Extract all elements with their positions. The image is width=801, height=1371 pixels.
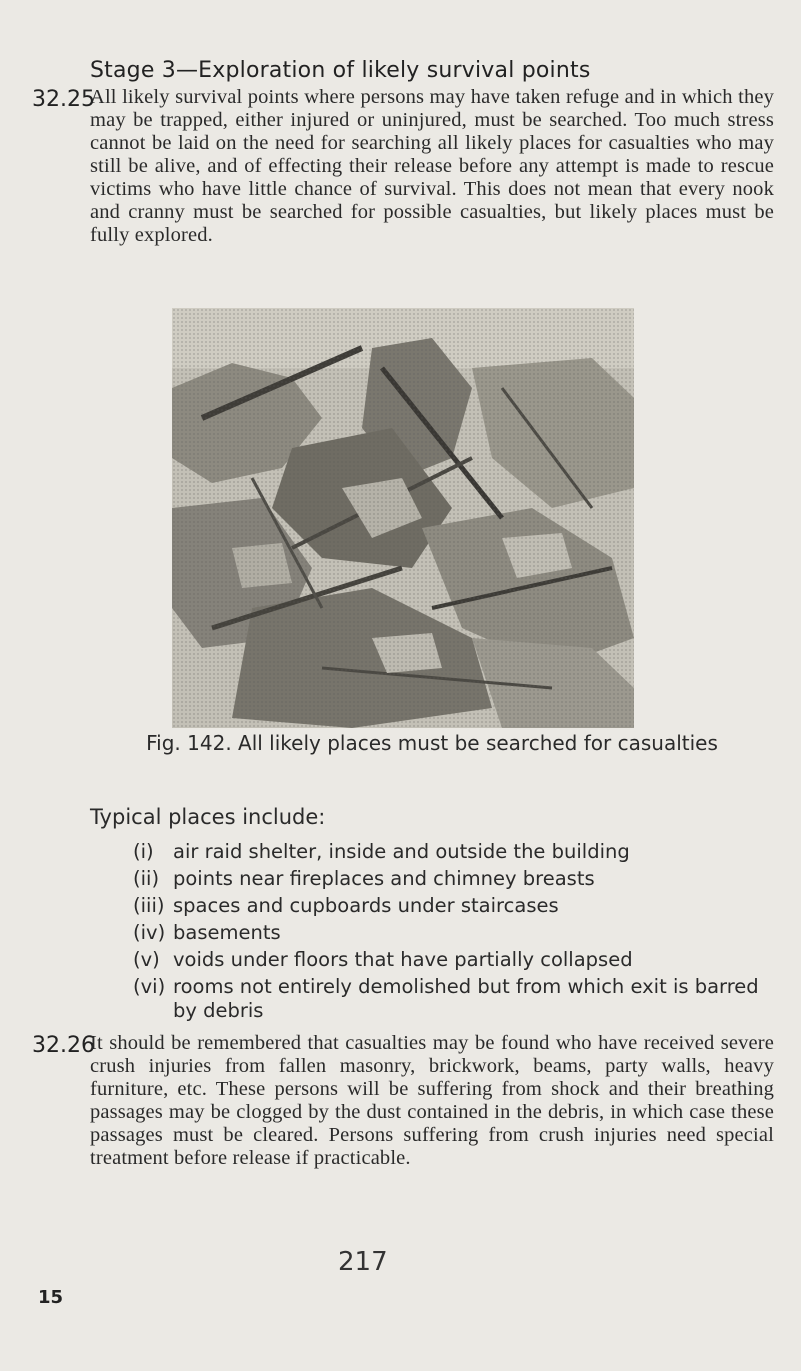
list-item: [133, 867, 773, 891]
figure-caption: Fig. 142. All likely places must be searched for casualties: [146, 731, 718, 755]
list-item-marker: (i): [133, 840, 154, 863]
list-item-text: rooms not entirely demolished but from which exit is barred by debris: [173, 975, 759, 1022]
section-heading: Stage 3—Exploration of likely survival points: [90, 58, 591, 83]
places-list: [133, 840, 773, 1026]
rubble-photograph: [172, 308, 634, 728]
list-item-text: air raid shelter, inside and outside the building: [173, 840, 630, 863]
signature-mark: 15: [38, 1287, 64, 1308]
list-item: [133, 948, 773, 972]
paragraph-number-32-25: 32.25: [32, 87, 95, 112]
list-item-text: basements: [173, 921, 281, 944]
list-item-marker: (iv): [133, 921, 166, 944]
list-item-marker: (vi): [133, 975, 166, 998]
list-item: [133, 840, 773, 864]
paragraph-32-25: All likely survival points where persons may have taken refuge and in which they may be trapped, either injured or uninjured, must be searched. Too much stress cannot be laid on the need for searching all likely places for casualties who may still be alive, and of effecting their release before any attempt is made to rescue victims who have little chance of survival. This does not mean that every nook and cranny must be searched for possible casualties, but likely places must be fully explored.: [90, 86, 774, 246]
list-item-text: voids under floors that have partially collapsed: [173, 948, 633, 971]
paragraph-number-32-26: 32.26: [32, 1033, 95, 1058]
list-intro: Typical places include:: [90, 805, 326, 829]
list-item: [133, 921, 773, 945]
list-item-marker: (v): [133, 948, 160, 971]
list-item-text: points near fireplaces and chimney breasts: [173, 867, 595, 890]
paragraph-32-26: It should be remembered that casualties may be found who have received severe crush injuries from fallen masonry, brickwork, beams, party walls, heavy furniture, etc. These persons will be suffering from shock and their breathing passages may be clogged by the dust contained in the debris, in which case these passages must be cleared. Persons suffering from crush injuries need special treatment before release if practicable.: [90, 1032, 774, 1169]
list-item-marker: (iii): [133, 894, 165, 917]
list-item: [133, 894, 773, 918]
list-item-marker: (ii): [133, 867, 160, 890]
list-item: [133, 975, 773, 1023]
list-item-text: spaces and cupboards under staircases: [173, 894, 559, 917]
page-number: 217: [338, 1247, 388, 1277]
